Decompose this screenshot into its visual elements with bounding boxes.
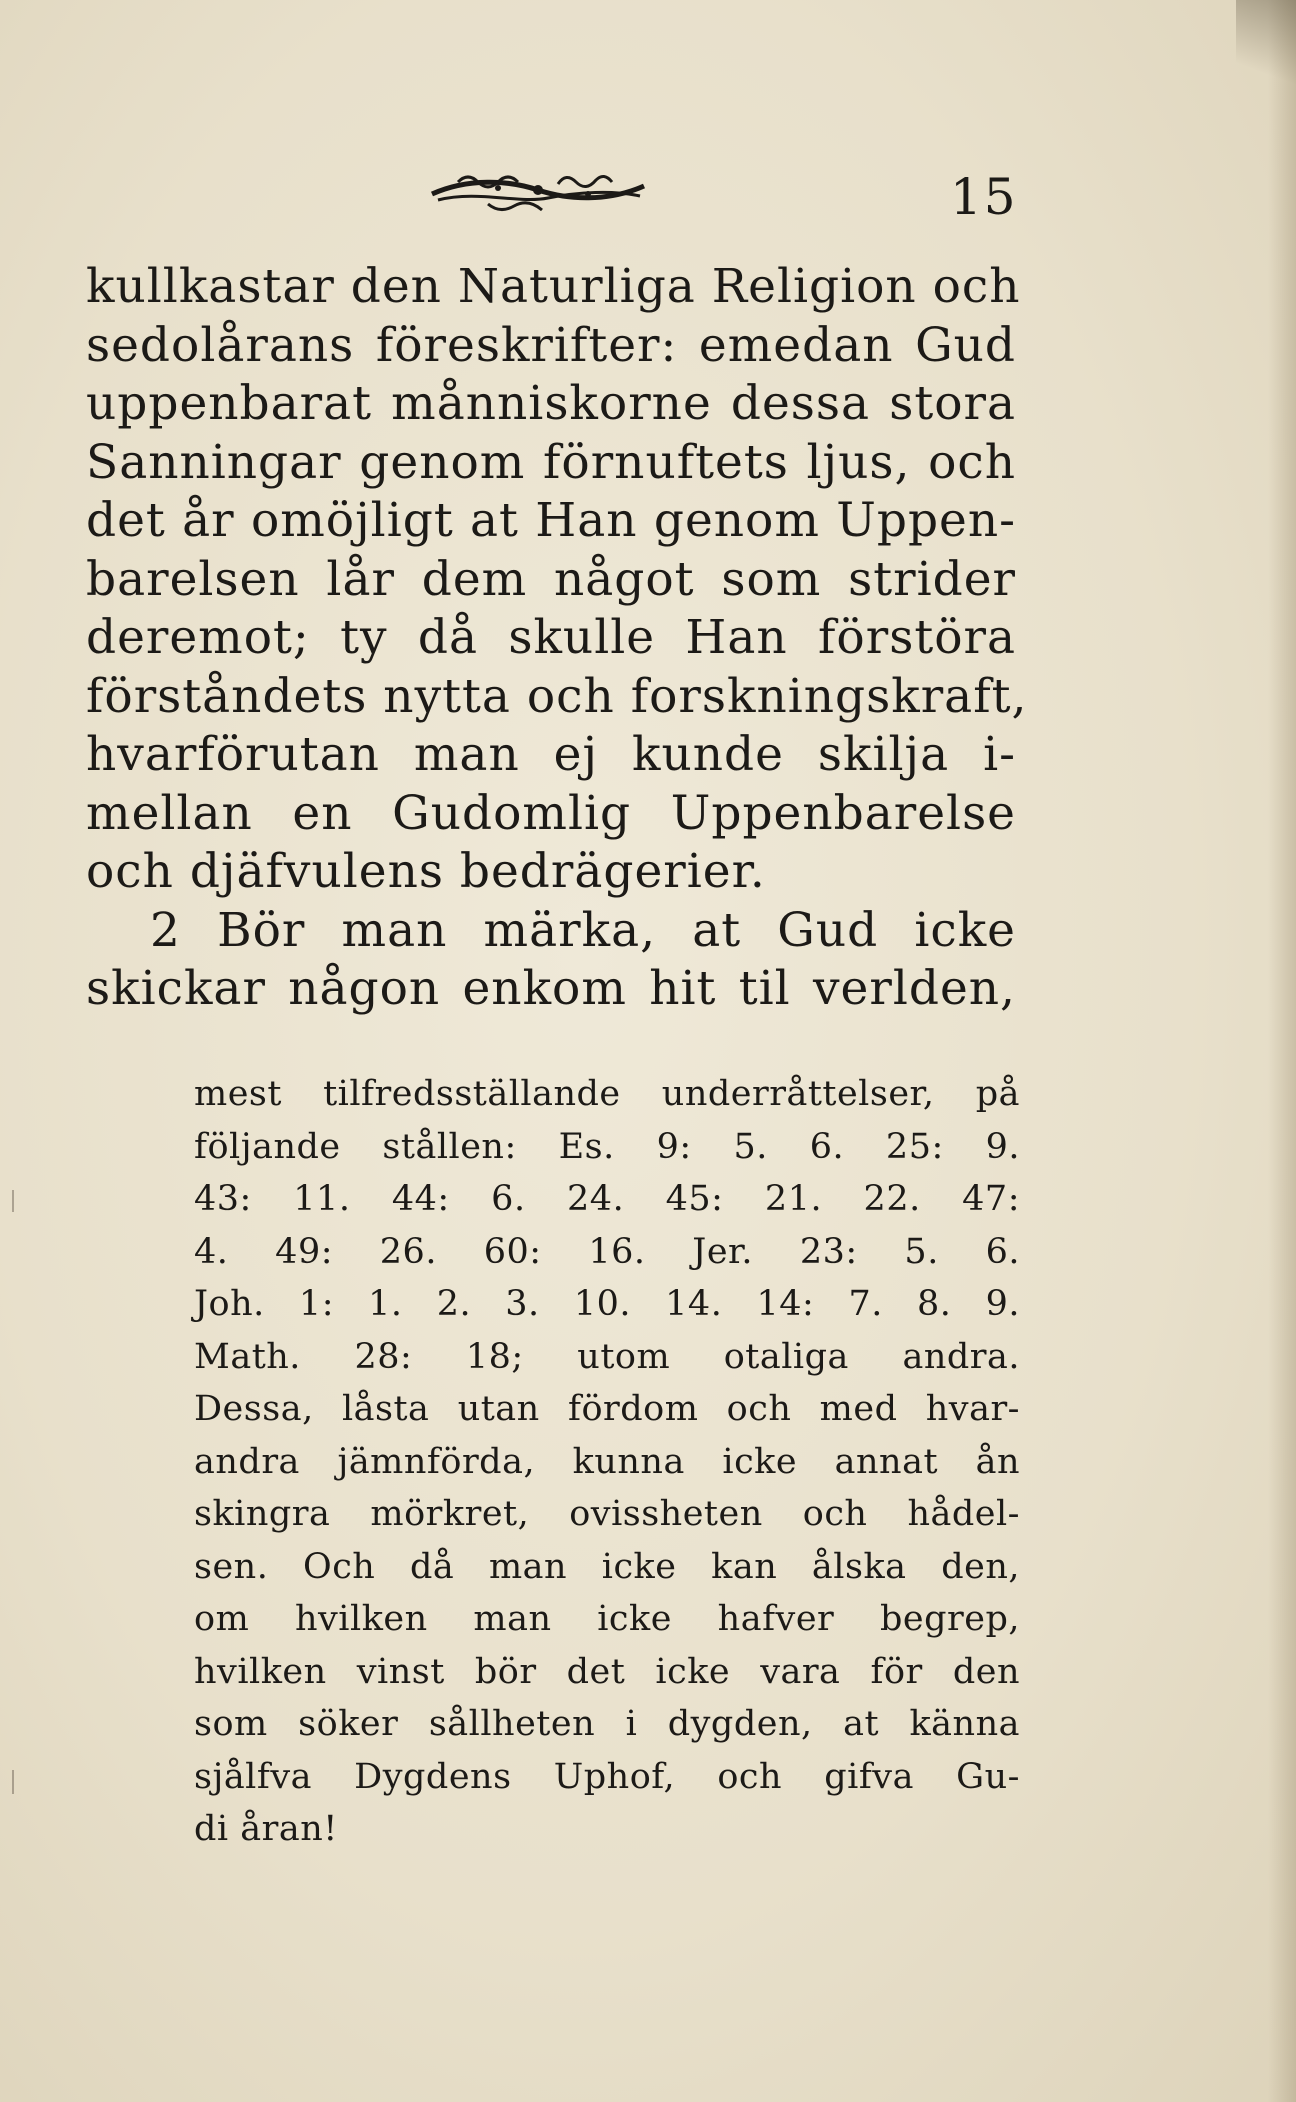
margin-mark — [12, 1770, 14, 1794]
footnote-line: Dessa, låsta utan fördom och med hvar- — [194, 1389, 1020, 1429]
text-line: det år omöjligt at Han genom Uppen- — [86, 493, 1016, 548]
text-line: 2 Bör man märka, at Gud icke — [150, 902, 1016, 958]
footnote-line: sjålfva Dygdens Uphof, och gifva Gu- — [194, 1756, 1020, 1797]
footnote-line: som söker sållheten i dygden, at känna — [194, 1704, 1020, 1744]
text-line: mellan en Gudomlig Uppenbarelse — [86, 785, 1016, 841]
footnote-line: Joh. 1: 1. 2. 3. 10. 14. 14: 7. 8. 9. — [194, 1284, 1020, 1324]
footnote-line: sen. Och då man icke kan ålska den, — [194, 1546, 1020, 1587]
footnote-line: Math. 28: 18; utom otaliga andra. — [194, 1336, 1020, 1377]
footnote-line: hvilken vinst bör det icke vara för den — [194, 1651, 1020, 1692]
main-text-block — [86, 258, 1028, 1019]
footnote-block — [194, 1068, 1020, 1856]
text-line: skickar någon enkom hit til verlden, — [86, 961, 1016, 1016]
footnote-line: följande stållen: Es. 9: 5. 6. 25: 9. — [194, 1126, 1020, 1167]
text-line: barelsen lår dem något som strider — [86, 551, 1016, 607]
text-line: hvarförutan man ej kunde skilja i- — [86, 727, 1016, 782]
footnote-line: 43: 11. 44: 6. 24. 45: 21. 22. 47: — [194, 1179, 1020, 1219]
text-line: och djäfvulens bedrägerier. — [86, 844, 766, 899]
footnote-line: andra jämnförda, kunna icke annat ån — [194, 1441, 1020, 1482]
page-edge-shadow — [1268, 0, 1296, 2102]
text-line: kullkastar den Naturliga Religion och — [86, 259, 1021, 314]
worn-corner — [1236, 0, 1296, 120]
footnote-line: mest tilfredsställande underråttelser, på — [194, 1074, 1020, 1114]
footnote-line: di åran! — [194, 1809, 338, 1849]
footnote-line: skingra mörkret, ovissheten och hådel- — [194, 1494, 1020, 1534]
text-line: sedolårans föreskrifter: emedan Gud — [86, 317, 1016, 373]
text-line: deremot; ty då skulle Han förstöra — [86, 610, 1016, 665]
text-line: förståndets nytta och forskningskraft, — [86, 668, 1028, 724]
text-line: Sanningar genom förnuftets ljus, och — [86, 434, 1016, 490]
text-line: uppenbarat månniskorne dessa stora — [86, 376, 1016, 431]
page-number: 15 — [950, 168, 1018, 226]
footnote-line: om hvilken man icke hafver begrep, — [194, 1599, 1020, 1639]
margin-mark — [12, 1190, 14, 1212]
footnote-line: 4. 49: 26. 60: 16. Jer. 23: 5. 6. — [194, 1231, 1020, 1272]
decorative-ornament-icon — [428, 160, 648, 220]
